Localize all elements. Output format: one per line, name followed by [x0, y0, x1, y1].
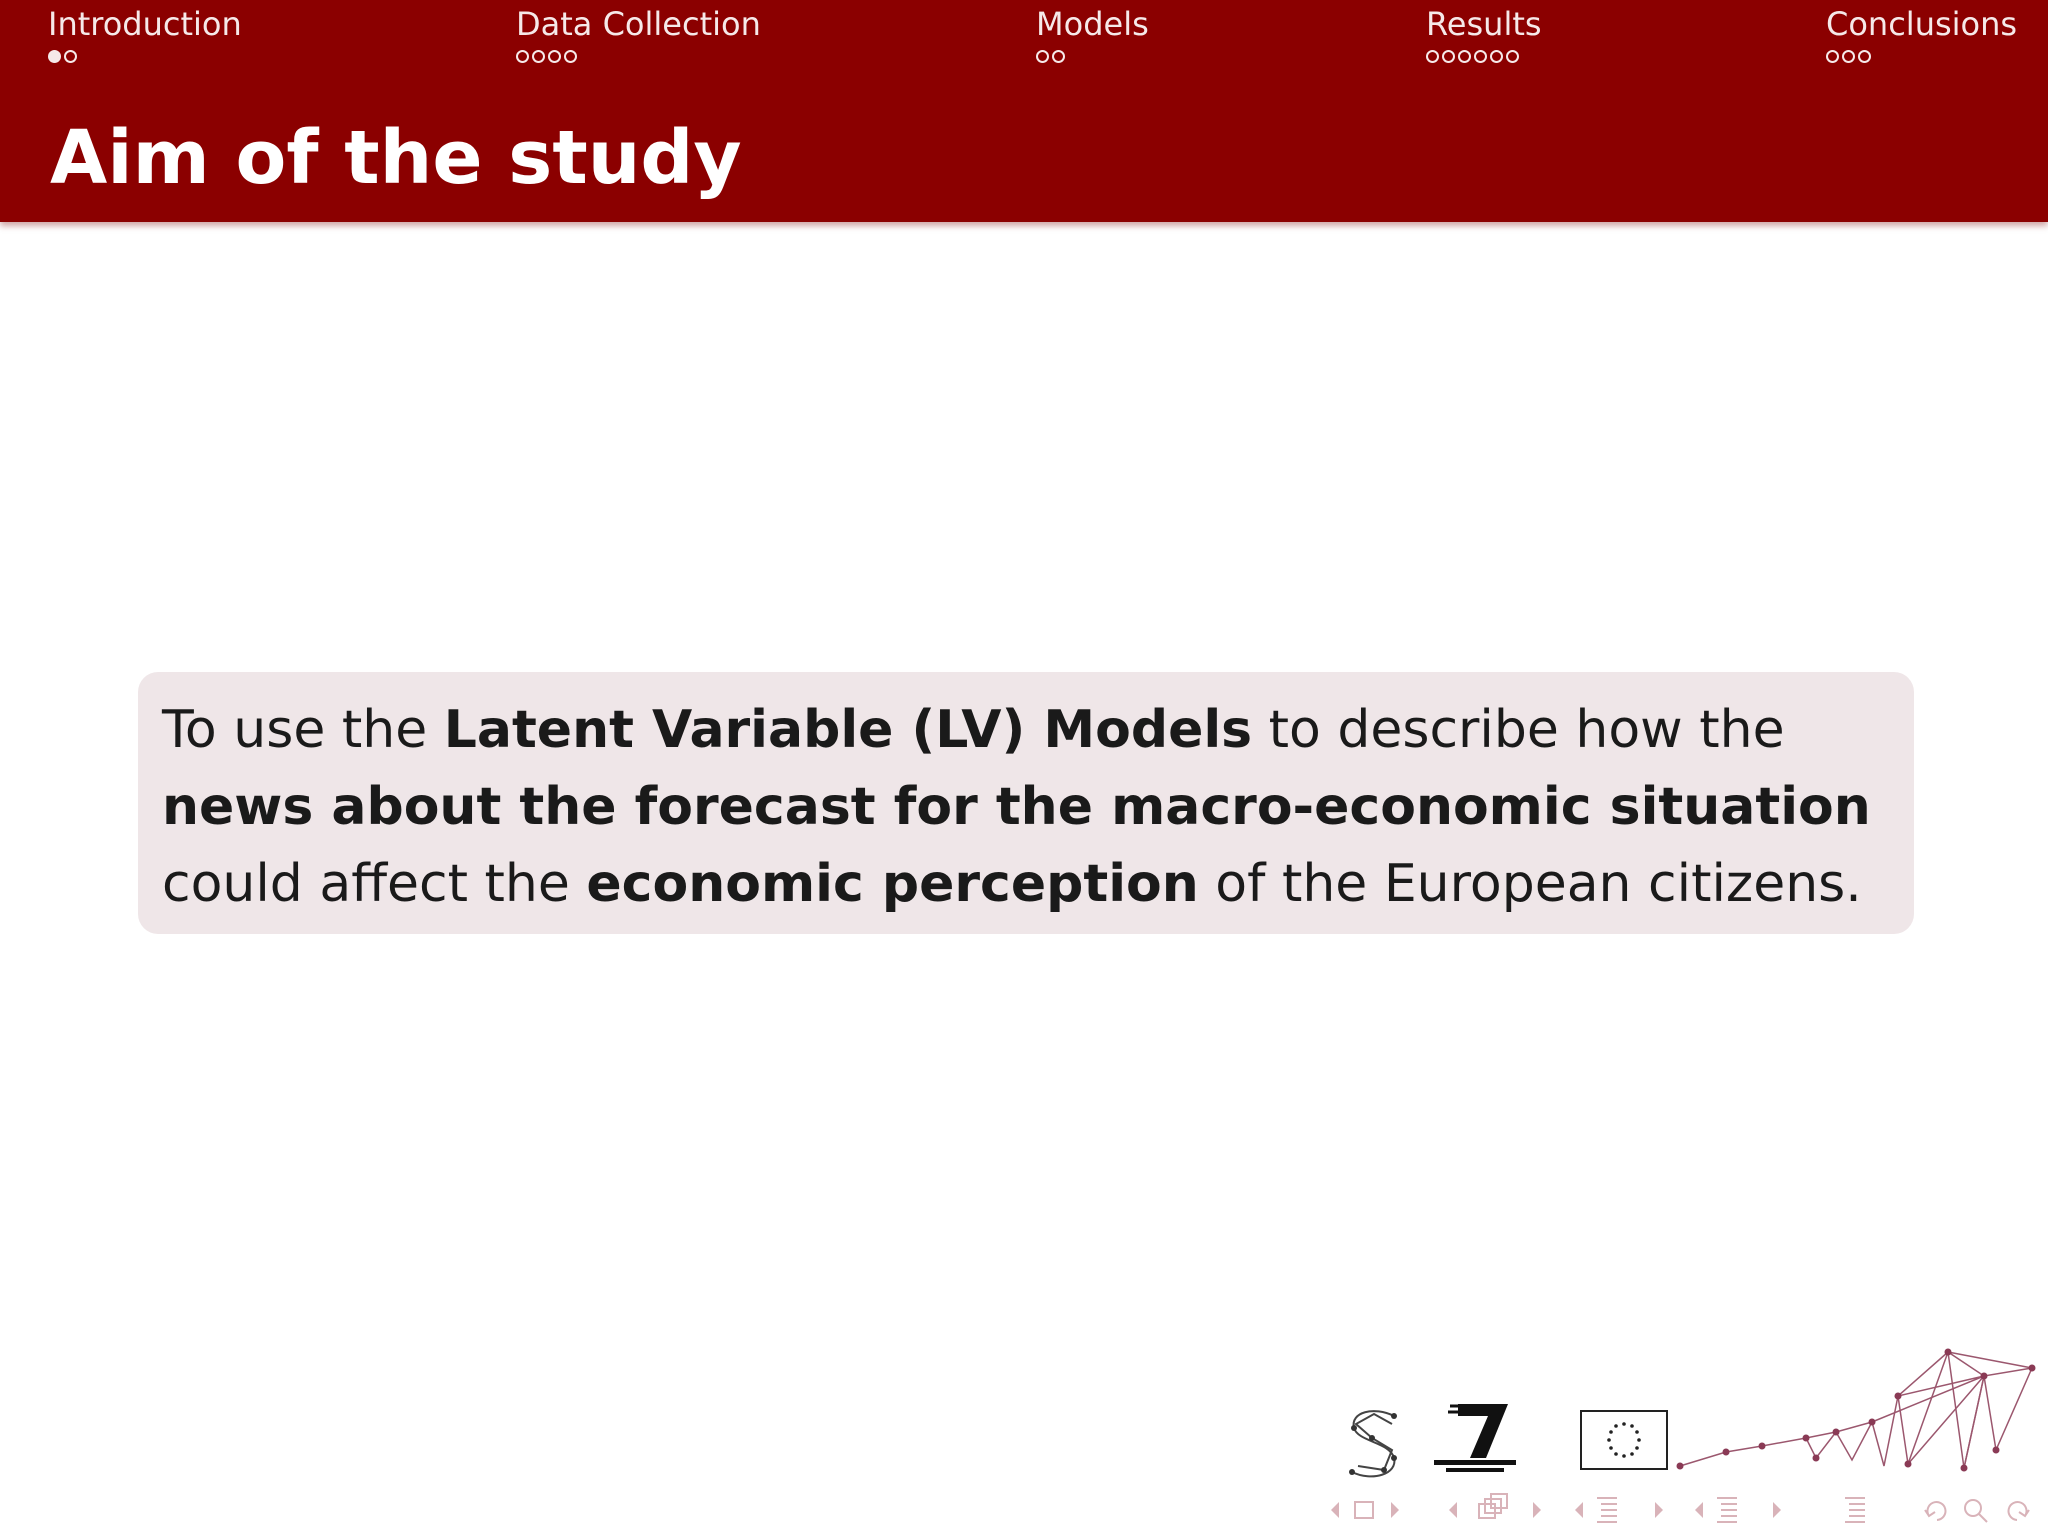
- frame-icon[interactable]: [1355, 1502, 1373, 1518]
- fp7-logo: [1430, 1400, 1520, 1480]
- aim-line-3: [162, 846, 1890, 923]
- nav-dots: [1426, 50, 1542, 70]
- aim-block: [138, 672, 1914, 934]
- nav-dot[interactable]: [516, 50, 529, 63]
- beamer-nav-controls: [1325, 1490, 2045, 1530]
- nav-section-results[interactable]: [1426, 4, 1542, 70]
- aim-emphasis: news about the forecast for the macro-economic situation: [162, 777, 1871, 837]
- eu-flag-logo: [1580, 1410, 1668, 1470]
- nav-section-models[interactable]: [1036, 4, 1149, 70]
- nav-dot[interactable]: [1842, 50, 1855, 63]
- nav-dot[interactable]: [1426, 50, 1439, 63]
- nav-dot[interactable]: [532, 50, 545, 63]
- nav-dot[interactable]: [1826, 50, 1839, 63]
- aim-text: to describe how the: [1252, 700, 1785, 760]
- nav-dot[interactable]: [1442, 50, 1455, 63]
- section-left-arrow[interactable]: [1575, 1502, 1583, 1518]
- network-logo: [1676, 1340, 2046, 1480]
- s-logo: [1344, 1404, 1404, 1484]
- list-icon[interactable]: [1845, 1498, 1865, 1522]
- nav-dot[interactable]: [564, 50, 577, 63]
- section-icon[interactable]: [1597, 1498, 1617, 1522]
- nav-dot[interactable]: [1036, 50, 1049, 63]
- nav-dot[interactable]: [64, 50, 77, 63]
- nav-section-data-collection[interactable]: [516, 4, 761, 70]
- slide-title: Aim of the study: [50, 115, 742, 201]
- nav-section-label[interactable]: Data Collection: [516, 5, 761, 43]
- aim-text: of the European citizens.: [1198, 854, 1862, 914]
- nav-dot[interactable]: [1052, 50, 1065, 63]
- nav-section-label[interactable]: Conclusions: [1826, 5, 2018, 43]
- nav-dot[interactable]: [1474, 50, 1487, 63]
- subsection-right-arrow[interactable]: [1533, 1502, 1541, 1518]
- nav-dot[interactable]: [1490, 50, 1503, 63]
- nav-dot-current[interactable]: [48, 50, 61, 63]
- document-icon[interactable]: [1717, 1498, 1737, 1522]
- nav-section-label[interactable]: Introduction: [48, 5, 242, 43]
- subsection-icon[interactable]: [1479, 1494, 1507, 1518]
- nav-dot[interactable]: [1506, 50, 1519, 63]
- nav-section-introduction[interactable]: [48, 4, 242, 70]
- search-icon[interactable]: [1965, 1500, 1987, 1522]
- nav-left-arrow[interactable]: [1331, 1502, 1339, 1518]
- aim-line-1: [162, 692, 1890, 769]
- nav-dot[interactable]: [1858, 50, 1871, 63]
- nav-dots: [48, 50, 242, 70]
- undo-icon[interactable]: [1925, 1502, 1945, 1520]
- aim-line-2: [162, 769, 1890, 846]
- aim-emphasis: economic perception: [586, 854, 1199, 914]
- aim-emphasis: Latent Variable (LV) Models: [443, 700, 1253, 760]
- section-right-arrow[interactable]: [1655, 1502, 1663, 1518]
- redo-icon[interactable]: [2009, 1502, 2029, 1520]
- nav-dots: [516, 50, 761, 70]
- nav-right-arrow[interactable]: [1391, 1502, 1399, 1518]
- nav-dot[interactable]: [1458, 50, 1471, 63]
- nav-dots: [1826, 50, 2017, 70]
- document-right-arrow[interactable]: [1773, 1502, 1781, 1518]
- subsection-left-arrow[interactable]: [1449, 1502, 1457, 1518]
- aim-text: could affect the: [162, 854, 587, 914]
- aim-text: To use the: [162, 700, 444, 760]
- slide-header: [0, 0, 2048, 222]
- nav-section-conclusions[interactable]: [1826, 4, 2017, 70]
- nav-dot[interactable]: [548, 50, 561, 63]
- nav-section-label[interactable]: Models: [1036, 5, 1149, 43]
- nav-section-label[interactable]: Results: [1426, 5, 1542, 43]
- document-left-arrow[interactable]: [1695, 1502, 1703, 1518]
- nav-dots: [1036, 50, 1149, 70]
